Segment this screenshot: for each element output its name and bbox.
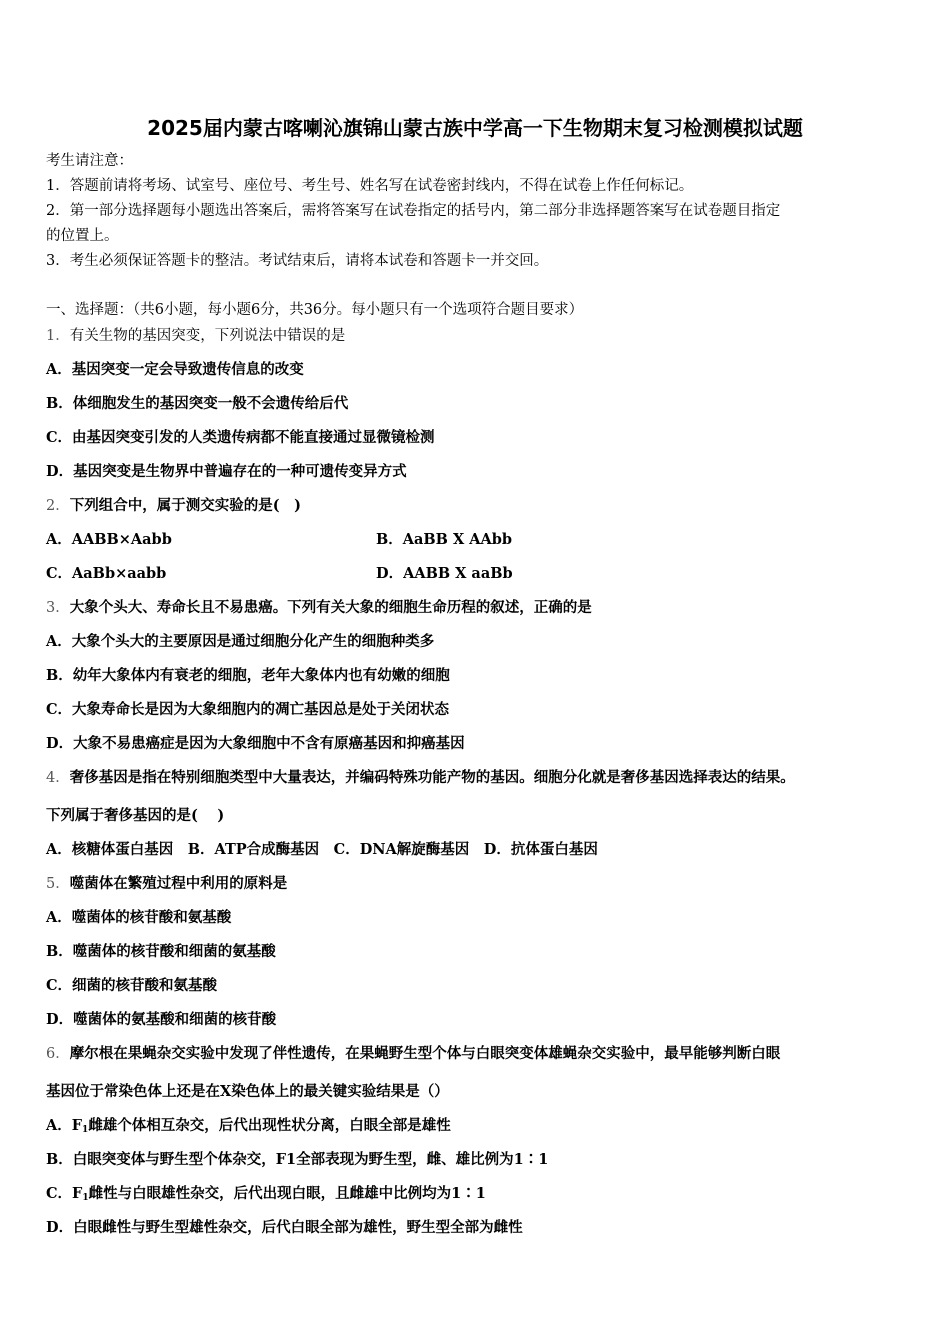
q2-options-row-2 — [0, 564, 950, 584]
option-text-cont: 雌性与白眼雄性杂交，后代出现白眼，且雌雄中比例均为1∶1 — [88, 1185, 486, 1202]
q3-option-c: C．大象寿命长是因为大象细胞内的凋亡基因总是处于关闭状态 — [46, 701, 450, 718]
q3-option-b: B．幼年大象体内有衰老的细胞，老年大象体内也有幼嫩的细胞 — [46, 667, 450, 684]
notice-item-2-cont: 的位置上。 — [46, 228, 119, 244]
section-heading: 一、选择题：（共6小题，每小题6分，共36分。每小题只有一个选项符合题目要求） — [46, 302, 584, 318]
q5-option-a: A．噬菌体的核苷酸和氨基酸 — [46, 909, 232, 926]
question-4-stem — [46, 768, 906, 788]
q5-option-c: C．细菌的核苷酸和氨基酸 — [46, 977, 218, 994]
option-text-cont: 雌雄个体相互杂交，后代出现性状分离，白眼全部是雄性 — [88, 1117, 451, 1134]
question-4-stem-cont: 下列属于奢侈基因的是( ) — [46, 807, 225, 824]
question-6-stem-cont: 基因位于常染色体上还是在X染色体上的最关键实验结果是（） — [46, 1083, 449, 1100]
option-subscript: 1 — [82, 1193, 89, 1203]
q1-option-b: B．体细胞发生的基因突变一般不会遗传给后代 — [46, 395, 349, 412]
notice-item-3: 3．考生必须保证答题卡的整洁。考试结束后，请将本试卷和答题卡一并交回。 — [46, 253, 549, 269]
question-number: 4． — [46, 770, 70, 786]
question-number: 1． — [46, 328, 70, 344]
question-text: 噬菌体在繁殖过程中利用的原料是 — [69, 875, 288, 892]
option-text: D．白眼雌性与野生型雄性杂交，后代白眼全部为雄性，野生型全部为雌性 — [46, 1219, 523, 1236]
q2-option-b: B．AaBB X AAbb — [376, 531, 513, 548]
q3-option-d: D．大象不易患癌症是因为大象细胞中不含有原癌基因和抑癌基因 — [46, 735, 465, 752]
option-subscript: 1 — [82, 1125, 89, 1135]
page-title: 2025届内蒙古喀喇沁旗锦山蒙古族中学高一下生物期末复习检测模拟试题 — [147, 116, 803, 140]
question-text: 奢侈基因是指在特别细胞类型中大量表达，并编码特殊功能产物的基因。细胞分化就是奢侈基因选择表达的结果。 — [69, 769, 795, 786]
question-number: 5． — [46, 876, 70, 892]
question-2-stem — [46, 496, 906, 516]
question-3-stem — [46, 598, 906, 618]
q1-option-d: D．基因突变是生物界中普遍存在的一种可遗传变异方式 — [46, 463, 407, 480]
notice-item-2: 2．第一部分选择题每小题选出答案后，需将答案写在试卷指定的括号内，第二部分非选择题答案写在试卷题目指定 — [46, 203, 781, 219]
q2-option-c: C．AaBb×aabb — [46, 565, 167, 582]
q3-option-a: A．大象个头大的主要原因是通过细胞分化产生的细胞种类多 — [46, 633, 435, 650]
q2-option-d: D．AABB X aaBb — [376, 565, 513, 582]
q6-option-a — [46, 1116, 906, 1140]
q4-options-inline: A．核糖体蛋白基因 B．ATP合成酶基因 C．DNA解旋酶基因 D．抗体蛋白基因 — [46, 841, 598, 858]
q2-options-row-1 — [0, 530, 950, 550]
q6-option-c — [46, 1184, 906, 1208]
question-6-stem — [46, 1044, 906, 1064]
q6-option-d — [46, 1218, 906, 1238]
q6-option-b — [46, 1150, 906, 1170]
q1-option-a: A．基因突变一定会导致遗传信息的改变 — [46, 361, 304, 378]
option-text: A．F — [46, 1117, 83, 1134]
question-number: 6． — [46, 1046, 70, 1062]
question-number: 2． — [46, 498, 70, 514]
q5-option-b: B．噬菌体的核苷酸和细菌的氨基酸 — [46, 943, 276, 960]
q1-option-c: C．由基因突变引发的人类遗传病都不能直接通过显微镜检测 — [46, 429, 435, 446]
option-text: B．白眼突变体与野生型个体杂交，F1全部表现为野生型，雌、雄比例为1∶1 — [46, 1151, 549, 1168]
question-5-stem — [46, 874, 906, 894]
option-text: C．F — [46, 1185, 83, 1202]
notice-item-1: 1．答题前请将考场、试室号、座位号、考生号、姓名写在试卷密封线内，不得在试卷上作任何标记。 — [46, 178, 694, 194]
question-number: 3． — [46, 600, 70, 616]
question-text: 摩尔根在果蝇杂交实验中发现了伴性遗传，在果蝇野生型个体与白眼突变体雄蝇杂交实验中，最早能够判断白眼 — [69, 1045, 781, 1062]
question-1-stem — [46, 326, 906, 346]
q5-option-d: D．噬菌体的氨基酸和细菌的核苷酸 — [46, 1011, 277, 1028]
q2-option-a: A．AABB×Aabb — [46, 531, 172, 548]
question-text: 大象个头大、寿命长且不易患癌。下列有关大象的细胞生命历程的叙述，正确的是 — [69, 599, 592, 616]
question-text: 下列组合中，属于测交实验的是( ) — [69, 497, 301, 514]
notice-heading: 考生请注意： — [46, 153, 133, 169]
question-text: 有关生物的基因突变，下列说法中错误的是 — [69, 328, 346, 344]
